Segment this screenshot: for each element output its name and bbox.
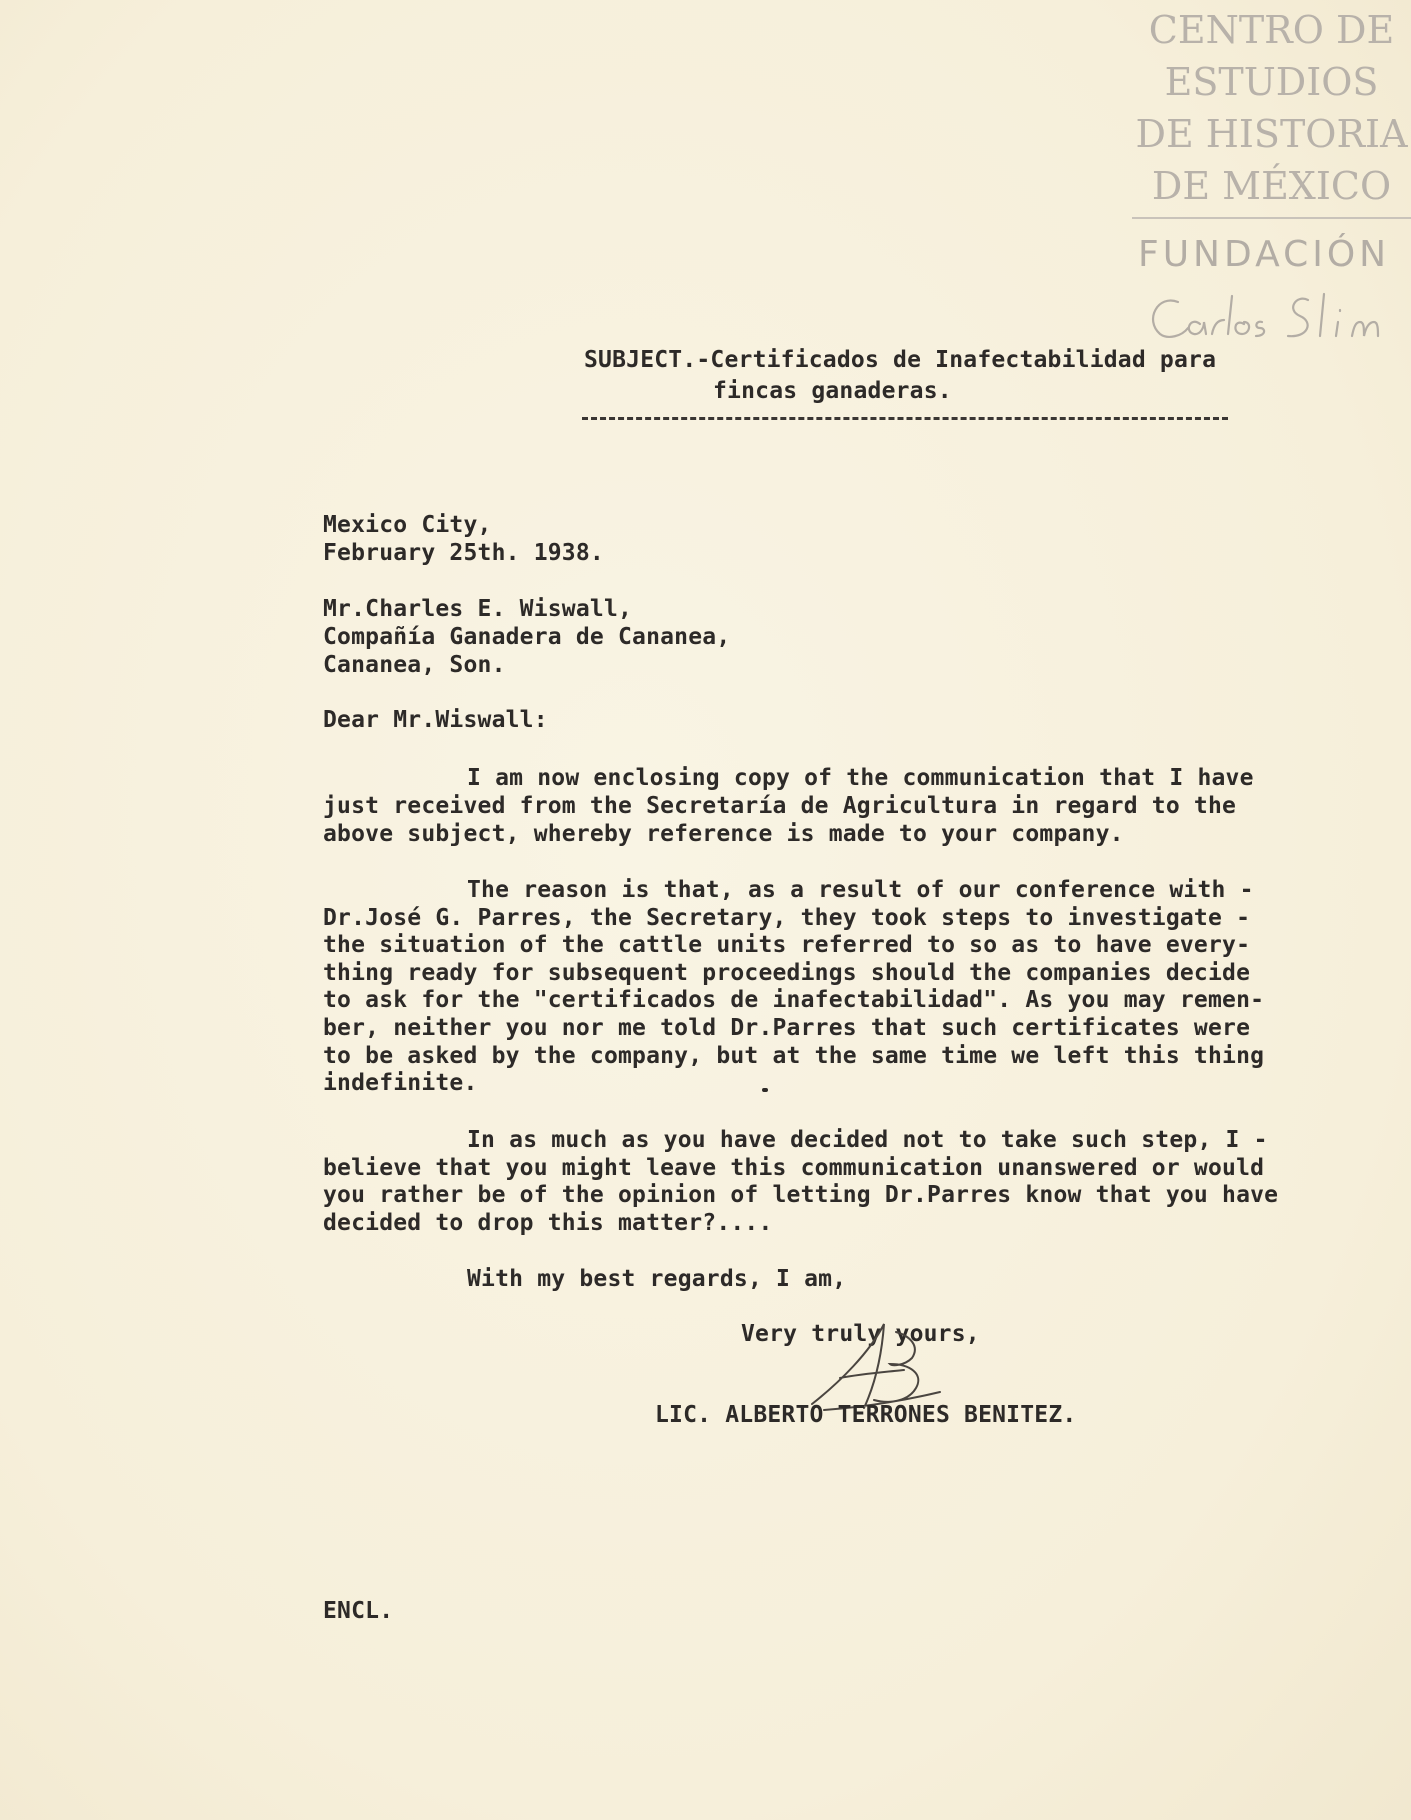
- watermark-foundation: FUNDACIÓN: [1138, 234, 1391, 275]
- place-line: Mexico City,: [323, 512, 492, 538]
- body-line: you rather be of the opinion of letting Dr.Parres know that you have: [323, 1182, 1279, 1208]
- watermark-line: DE MÉXICO: [1151, 164, 1392, 208]
- body-line: just received from the Secretaría de Agricultura in regard to the: [323, 793, 1237, 819]
- body-line: decided to drop this matter?....: [323, 1210, 773, 1236]
- subject-line: fincas ganaderas.: [713, 378, 952, 404]
- body-line: In as much as you have decided not to take such step, I -: [467, 1127, 1268, 1153]
- signer-name: LIC. ALBERTO TERRONES BENITEZ.: [655, 1402, 1077, 1428]
- complimentary-close: Very truly yours,: [741, 1321, 980, 1347]
- watermark-divider: [1132, 217, 1411, 219]
- addressee-location: Cananea, Son.: [323, 652, 506, 678]
- subject-line: SUBJECT.-Certificados de Inafectabilidad para: [584, 347, 1217, 373]
- watermark-signature-logo: [1138, 280, 1408, 350]
- salutation: Dear Mr.Wiswall:: [323, 707, 548, 733]
- addressee-name: Mr.Charles E. Wiswall,: [323, 596, 633, 622]
- addressee-company: Compañía Ganadera de Cananea,: [323, 624, 731, 650]
- stray-mark: [762, 1088, 768, 1092]
- body-line: The reason is that, as a result of our conference with -: [467, 877, 1254, 903]
- body-line: Dr.José G. Parres, the Secretary, they took steps to investigate -: [323, 905, 1251, 931]
- body-line: believe that you might leave this communication unanswered or would: [323, 1155, 1265, 1181]
- body-line: to be asked by the company, but at the same time we left this thing: [323, 1043, 1265, 1069]
- watermark-line: ESTUDIOS: [1164, 60, 1379, 104]
- body-line: the situation of the cattle units referred to so as to have every-: [323, 932, 1251, 958]
- body-line: ber, neither you nor me told Dr.Parres that such certificates were: [323, 1015, 1251, 1041]
- body-line: to ask for the "certificados de inafectabilidad". As you may remen-: [323, 987, 1265, 1013]
- watermark-line: CENTRO DE: [1148, 8, 1395, 52]
- body-line: above subject, whereby reference is made to your company.: [323, 821, 1124, 847]
- subject-underline: [582, 417, 1228, 420]
- archive-watermark: [1132, 4, 1411, 212]
- closing-regards: With my best regards, I am,: [467, 1266, 847, 1292]
- date-line: February 25th. 1938.: [323, 540, 604, 566]
- body-line: thing ready for subsequent proceedings should the companies decide: [323, 960, 1251, 986]
- body-line: indefinite.: [323, 1070, 478, 1096]
- enclosure-note: ENCL.: [323, 1598, 394, 1624]
- watermark-line: DE HISTORIA: [1135, 112, 1408, 156]
- body-line: I am now enclosing copy of the communication that I have: [467, 765, 1254, 791]
